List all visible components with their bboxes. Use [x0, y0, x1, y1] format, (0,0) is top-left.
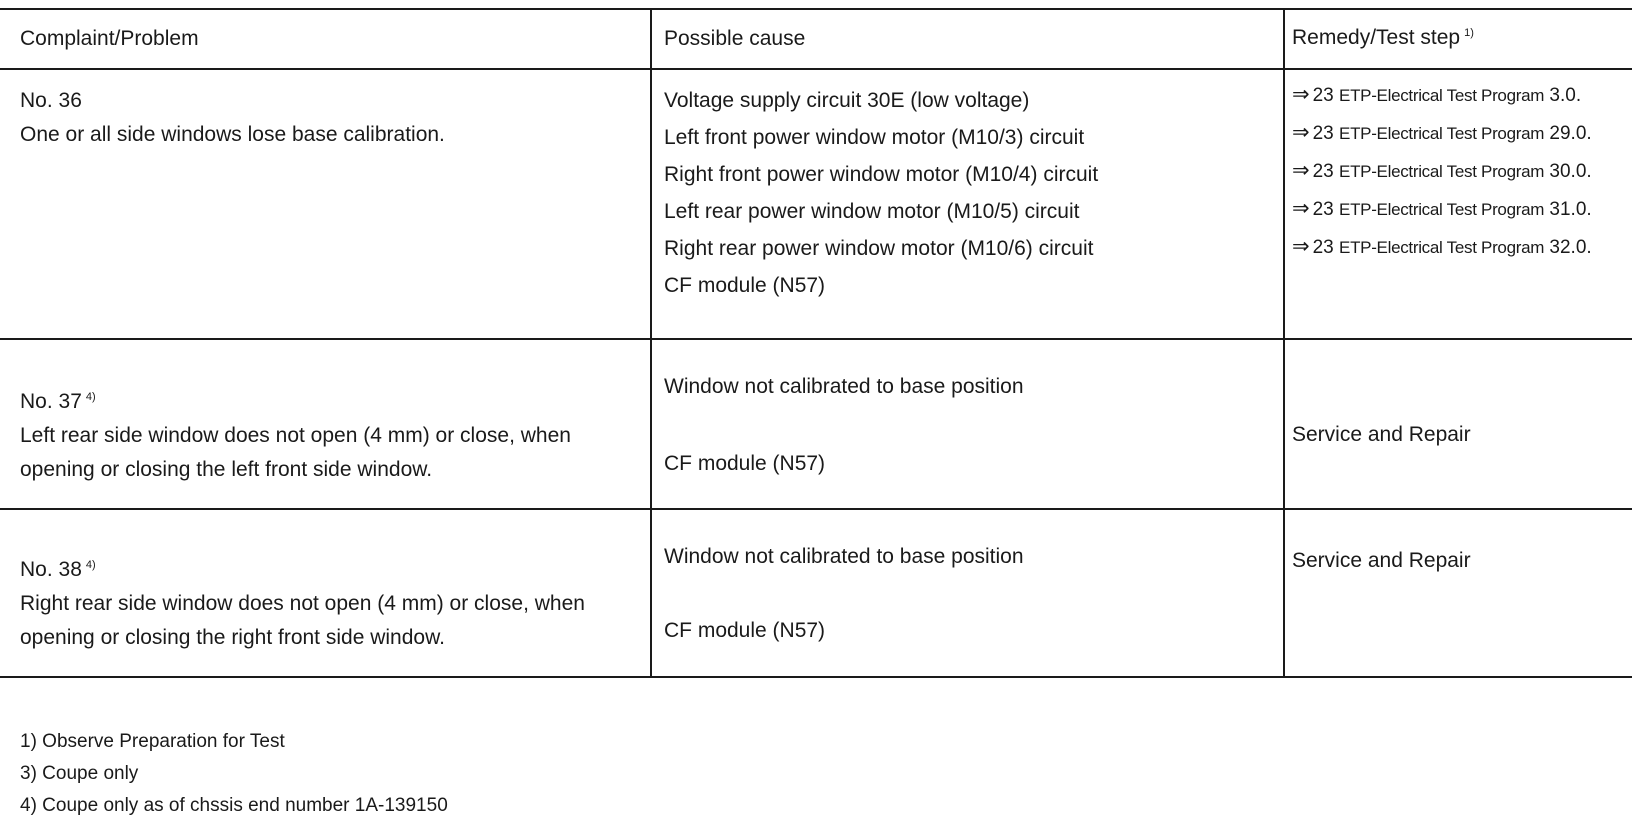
header-remedy: Remedy/Test step $^{1)}$ [1292, 26, 1474, 49]
complaint-description: One or all side windows lose base calibration. [20, 123, 445, 146]
row-38-cause-2: CF module (N57) [664, 619, 826, 642]
cause-item: Right rear power window motor (M10/6) circuit [664, 237, 1094, 260]
arrow-right-icon: ⇒ [1292, 83, 1310, 106]
remedy-item: ⇒ 23 ETP-Electrical Test Program 32.0. [1292, 235, 1592, 258]
header-possible-cause: Possible cause [664, 27, 806, 50]
row-37-bottom-rule [0, 508, 1632, 510]
table-top-rule [0, 8, 1632, 10]
row-37-complaint [20, 380, 571, 487]
remedy-item: ⇒ 23 ETP-Electrical Test Program 31.0. [1292, 197, 1592, 220]
row-36-complaint [20, 84, 445, 152]
row-36-bottom-rule [0, 338, 1632, 340]
complaint-number: No. 38 [20, 558, 82, 581]
arrow-right-icon: ⇒ [1292, 159, 1310, 182]
complaint-description: opening or closing the right front side window. [20, 626, 445, 649]
cause-item: Right front power window motor (M10/4) circuit [664, 163, 1099, 186]
row-37-cause-1: Window not calibrated to base position [664, 375, 1024, 398]
arrow-right-icon: ⇒ [1292, 197, 1310, 220]
remedy-item: ⇒ 23 ETP-Electrical Test Program 30.0. [1292, 159, 1592, 182]
complaint-description: Right rear side window does not open (4 mm) or close, when [20, 592, 585, 615]
footnote-1: 1) Observe Preparation for Test [20, 731, 285, 752]
header-complaint: Complaint/Problem [20, 27, 199, 50]
cause-item: Left rear power window motor (M10/5) circuit [664, 200, 1080, 223]
cause-item: Left front power window motor (M10/3) circuit [664, 126, 1085, 149]
header-remedy-footnote-ref: 1) [1464, 27, 1474, 39]
complaint-description: opening or closing the left front side window. [20, 458, 433, 481]
row-37-remedy: Service and Repair [1292, 423, 1471, 446]
column-divider-1 [650, 8, 652, 678]
header-bottom-rule [0, 68, 1632, 70]
cause-item: Voltage supply circuit 30E (low voltage) [664, 89, 1030, 112]
table-bottom-rule [0, 676, 1632, 678]
complaint-number: No. 36 [20, 89, 82, 112]
row-36-remedies [1292, 76, 1592, 266]
remedy-item: ⇒ 23 ETP-Electrical Test Program 29.0. [1292, 121, 1592, 144]
complaint-footnote-ref: 4) [85, 559, 96, 571]
arrow-right-icon: ⇒ [1292, 121, 1310, 144]
remedy-item: ⇒ 23 ETP-Electrical Test Program 3.0. [1292, 83, 1582, 106]
arrow-right-icon: ⇒ [1292, 235, 1310, 258]
footnote-3: 3) Coupe only [20, 763, 139, 784]
row-37-cause-2: CF module (N57) [664, 452, 826, 475]
footnotes [20, 726, 448, 822]
row-38-cause-1: Window not calibrated to base position [664, 545, 1024, 568]
row-36-causes [664, 82, 1098, 304]
row-38-remedy: Service and Repair [1292, 549, 1471, 572]
complaint-number: No. 37 [20, 390, 82, 413]
column-divider-2 [1283, 8, 1285, 678]
complaint-footnote-ref: 4) [85, 391, 96, 403]
footnote-4: 4) Coupe only as of chssis end number 1A-139150 [20, 795, 448, 816]
complaint-description: Left rear side window does not open (4 mm) or close, when [20, 424, 571, 447]
row-38-complaint [20, 548, 585, 655]
cause-item: CF module (N57) [664, 274, 826, 297]
